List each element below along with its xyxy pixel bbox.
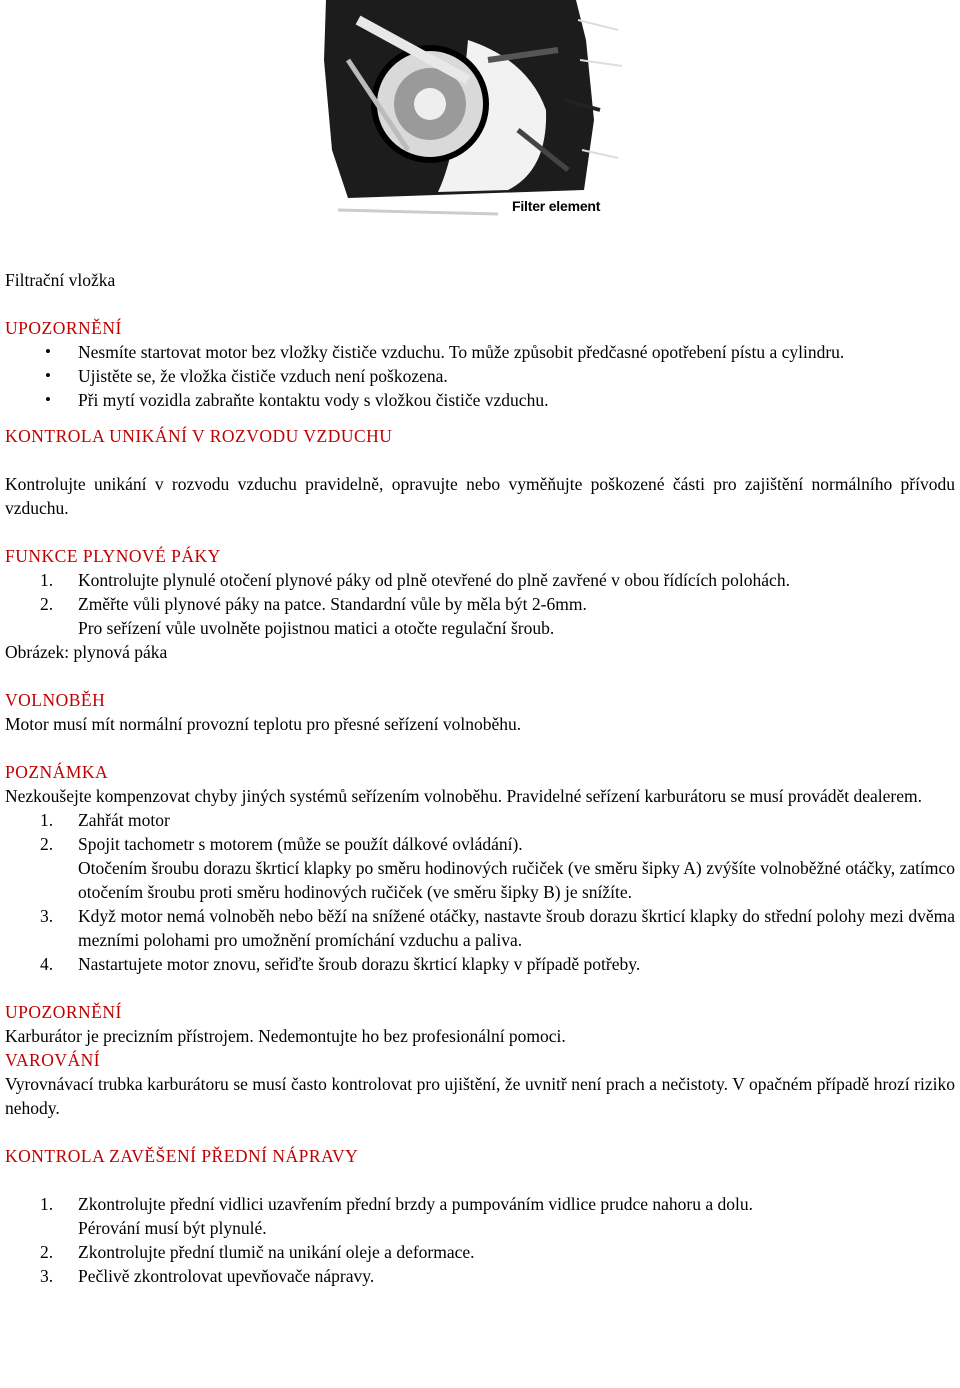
leak-paragraph: Kontrolujte unikání v rozvodu vzduchu pravidelně, opravujte nebo vyměňujte poškozené části pro zajištění normálního přívodu vzduchu.: [5, 474, 955, 518]
leak-heading: KONTROLA UNIKÁNÍ V ROZVODU VZDUCHU: [5, 426, 393, 446]
throttle-heading: FUNKCE PLYNOVÉ PÁKY: [5, 546, 221, 566]
throttle-note: Pro seřízení vůle uvolněte pojistnou matici a otočte regulační šroub.: [78, 618, 555, 638]
caution-paragraph-2: Karburátor je precizním přístrojem. Nedemontujte ho bez profesionální pomoci.: [5, 1026, 566, 1046]
item-text: Pečlivě zkontrolovat upevňovače nápravy.: [78, 1266, 375, 1286]
throttle-figure-label: Obrázek: plynová páka: [5, 642, 168, 662]
warning-paragraph: Vyrovnávací trubka karburátoru se musí často kontrolovat pro ujištění, že uvnitř není prach a nečistoty. V opačném případě hrozí riziko nehody.: [5, 1074, 955, 1118]
suspension-note: Pérování musí být plynulé.: [78, 1218, 267, 1238]
list-item: [5, 1264, 955, 1288]
item-number: 1.: [40, 1194, 54, 1214]
list-item: [5, 592, 955, 616]
figure-caption: Filter element: [512, 198, 601, 214]
item-number: 3.: [40, 906, 54, 926]
list-item: [5, 568, 955, 592]
caution-list-1: [5, 340, 955, 412]
item-text: Kontrolujte plynulé otočení plynové páky od plně otevřené do plně zavřené v obou řídících polohách.: [78, 570, 790, 590]
idle-step-note: Otočením šroubu dorazu škrticí klapky po směru hodinových ručiček (ve směru šipky A) zvýšíte volnoběžné otáčky, zatímco otočením šroubu proti směru hodinových ručiček (ve směru šipky B) je snížíte.: [78, 858, 955, 902]
item-number: 2.: [40, 1242, 54, 1262]
item-text: Zahřát motor: [78, 810, 170, 830]
idle-paragraph: Motor musí mít normální provozní teplotu pro přesné seřízení volnoběhu.: [5, 714, 522, 734]
filter-title: Filtrační vložka: [5, 270, 116, 290]
note-paragraph: Nezkoušejte kompenzovat chyby jiných systémů seřízením volnoběhu. Pravidelné seřízení karburátoru se musí provádět dealerem.: [5, 786, 923, 806]
item-number: 2.: [40, 594, 54, 614]
list-item: • Ujistěte se, že vložka čističe vzduch není poškozena.: [5, 364, 955, 388]
filter-element-photo: [318, 0, 630, 228]
list-item: [5, 1240, 955, 1264]
item-text: Zkontrolujte přední tlumič na unikání oleje a deformace.: [78, 1242, 475, 1262]
list-item: [5, 808, 955, 832]
list-item: [5, 952, 955, 976]
item-text: Spojit tachometr s motorem (může se použít dálkové ovládání).: [78, 834, 523, 854]
idle-heading: VOLNOBĚH: [5, 690, 106, 710]
list-item: [5, 832, 955, 856]
document-body: [5, 268, 955, 1288]
item-number: 2.: [40, 834, 54, 854]
item-number: 4.: [40, 954, 54, 974]
filter-photo-illustration: [318, 0, 630, 228]
list-item: • Nesmíte startovat motor bez vložky čističe vzduchu. To může způsobit předčasné opotřebení pístu a cylindru.: [5, 340, 955, 364]
item-number: 3.: [40, 1266, 54, 1286]
caution-heading-1: UPOZORNĚNÍ: [5, 318, 122, 338]
item-text: Nastartujete motor znovu, seřiďte šroub dorazu škrticí klapky v případě potřeby.: [78, 954, 641, 974]
list-item: [5, 904, 955, 952]
list-item: • Při mytí vozidla zabraňte kontaktu vody s vložkou čističe vzduchu.: [5, 388, 955, 412]
list-item: [5, 1192, 955, 1216]
suspension-heading: KONTROLA ZAVĚŠENÍ PŘEDNÍ NÁPRAVY: [5, 1146, 359, 1166]
item-text: Když motor nemá volnoběh nebo běží na snížené otáčky, nastavte šroub dorazu škrticí klapky do střední polohy mezi dvěma mezními polohami pro umožnění promíchání vzduchu a paliva.: [78, 906, 955, 950]
note-heading: POZNÁMKA: [5, 762, 109, 782]
item-number: 1.: [40, 810, 54, 830]
item-text: Zkontrolujte přední vidlici uzavřením přední brzdy a pumpováním vidlice prudce nahoru a dolu.: [78, 1194, 754, 1214]
item-text: Změřte vůli plynové páky na patce. Standardní vůle by měla být 2-6mm.: [78, 594, 587, 614]
item-number: 1.: [40, 570, 54, 590]
warning-heading: VAROVÁNÍ: [5, 1050, 101, 1070]
caution-heading-2: UPOZORNĚNÍ: [5, 1002, 122, 1022]
